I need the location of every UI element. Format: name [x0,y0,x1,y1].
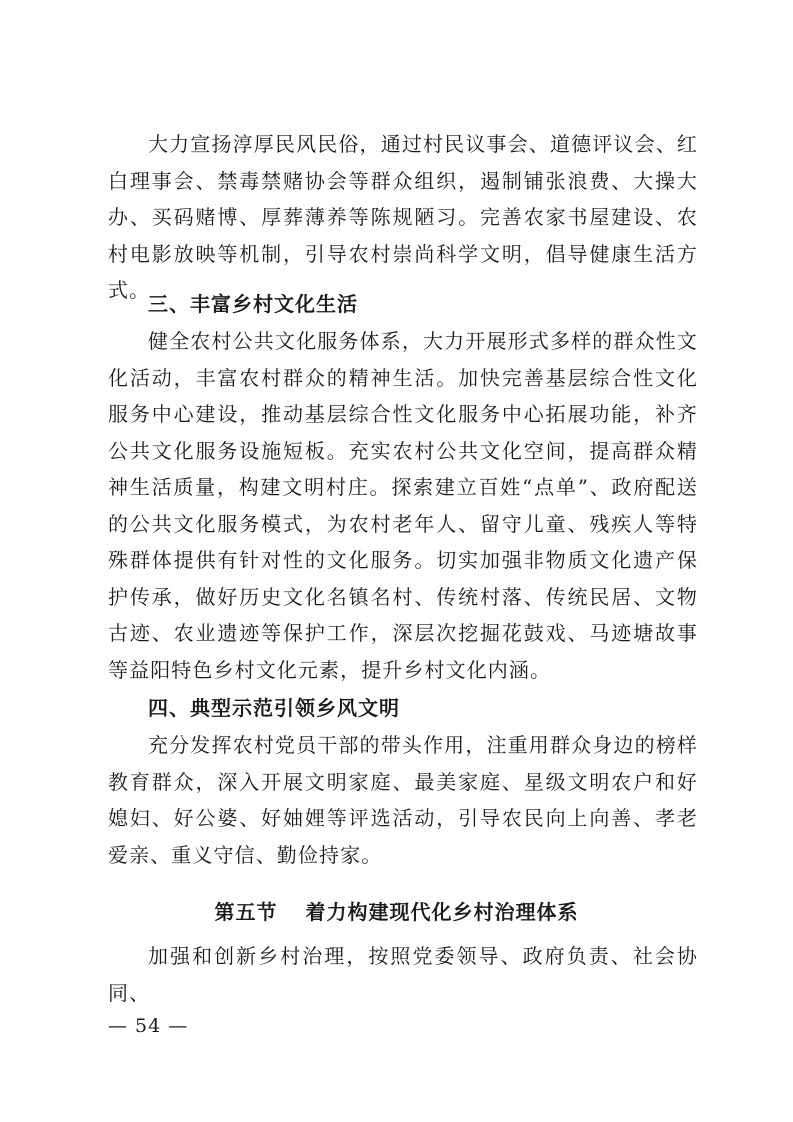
page-number: — 54 — [108,1015,189,1037]
paragraph-public-culture-services: 健全农村公共文化服务体系，大力开展形式多样的群众性文化活动，丰富农村群众的精神生活。加快完善基层综合性文化服务中心建设，推动基层综合性文化服务中心拓展功能，补齐公共文化服务设施短板。充实农村公共文化空间，提高群众精神生活质量，构建文明村庄。探索建立百姓“点单”、政府配送的公共文化服务模式，为农村老年人、留守儿童、残疾人等特殊群体提供有针对性的文化服务。切实加强非物质文化遗产保护传承，做好历史文化名镇名村、传统村落、传统民居、文物古迹、农业遗迹等保护工作，深层次挖掘花鼓戏、马迹塘故事等益阳特色乡村文化元素，提升乡村文化内涵。 [108,329,698,682]
section-heading: 着力构建现代化乡村治理体系 [305,900,579,924]
paragraph-rural-governance: 加强和创新乡村治理，按照党委领导、政府负责、社会协同、 [108,944,698,1005]
section-title [0,894,793,930]
paragraph-party-members-role: 充分发挥农村党员干部的带头作用，注重用群众身边的榜样教育群众，深入开展文明家庭、最美家庭、星级文明农户和好媳妇、好公婆、好妯娌等评选活动，引导农民向上向善、孝老爱亲、重义守信、勤俭持家。 [108,733,698,867]
heading-enrich-rural-culture: 三、丰富乡村文化生活 [148,292,358,316]
section-number: 第五节 [214,900,278,924]
heading-model-demonstration: 四、典型示范引领乡风文明 [148,696,400,720]
paragraph-folk-customs: 大力宣扬淳厚民风民俗，通过村民议事会、道德评议会、红白理事会、禁毒禁赌协会等群众组织，遏制铺张浪费、大操大办、买码赌博、厚葬薄养等陈规陋习。完善农家书屋建设、农村电影放映等机制，引导农村崇尚科学文明，倡导健康生活方式。 [108,132,698,302]
